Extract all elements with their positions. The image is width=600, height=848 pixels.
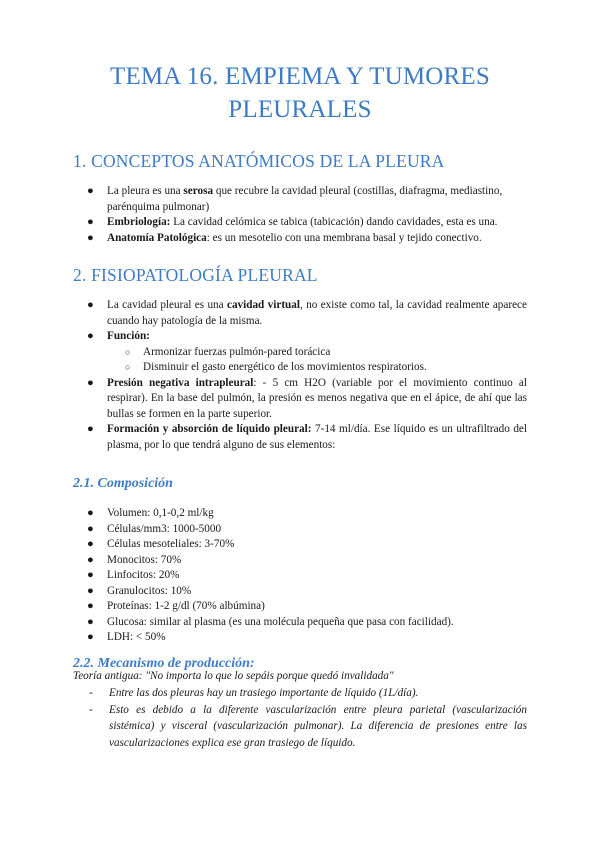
bullet-marker: ● [87, 522, 94, 535]
bullet-marker: ● [87, 216, 94, 228]
list-item: ● Formación y absorción de líquido pleural: 7-14 ml/día. Ese líquido es un ultrafiltrado del plasma, por lo que tendrá alguno de sus elementos: [87, 423, 527, 451]
circle-marker: ○ [125, 346, 131, 357]
list-item: ● Proteínas: 1-2 g/dl (70% albúmina) [107, 599, 527, 615]
list-item: ● Células mesoteliales: 3-70% [107, 537, 527, 553]
list-item: ● Granulocitos: 10% [107, 584, 527, 600]
sub-list-item: ○ Disminuir el gasto energético de los movimientos respiratorios. [143, 360, 523, 376]
bullet-marker: ● [87, 553, 94, 566]
section-2-heading: 2. FISIOPATOLOGÍA PLEURAL [73, 265, 318, 285]
bullet-marker: ● [87, 231, 94, 244]
bullet-marker: ● [87, 376, 94, 389]
bullet-marker: ● [87, 615, 94, 628]
list-item: - Entre las dos pleuras hay un trasiego importante de líquido (1L/día). [109, 685, 527, 702]
circle-marker: ○ [125, 362, 131, 372]
bullet-marker: ● [87, 569, 94, 581]
bullet-marker: ● [87, 631, 94, 643]
list-item: ● Células/mm3: 1000-5000 [107, 522, 527, 538]
list-item: ● Función: ○ Armonizar fuerzas pulmón-pared torácica ○ Disminuir el gasto energético de los movimientos respiratorios. [107, 329, 527, 376]
list-item: ● LDH: < 50% [107, 630, 527, 646]
composition-list [87, 506, 527, 646]
mechanism-list [89, 685, 527, 751]
dash-marker: - [89, 687, 93, 699]
list-item: ● Linfocitos: 20% [107, 568, 527, 584]
bullet-marker: ● [87, 423, 94, 435]
dash-marker: - [89, 703, 93, 716]
bullet-marker: ● [87, 507, 94, 519]
section-2-1-heading: 2.1. Composición [73, 476, 173, 491]
page-title [0, 60, 600, 126]
bullet-marker: ● [87, 330, 94, 342]
list-item: ● Glucosa: similar al plasma (es una molécula pequeña que pasa con facilidad). [107, 615, 527, 631]
title-line-2: PLEURALES [228, 96, 372, 123]
list-item: ● La pleura es una serosa que recubre la cavidad pleural (costillas, diafragma, mediastino, parénquima pulmonar) [87, 185, 503, 213]
section-1-heading: 1. CONCEPTOS ANATÓMICOS DE LA PLEURA [73, 151, 445, 171]
bullet-marker: ● [87, 538, 94, 550]
old-theory-note: Teoría antigua: "No importa lo que lo sepáis porque quedó invalidada" [73, 670, 394, 682]
title-line-1: TEMA 16. EMPIEMA Y TUMORES [109, 63, 490, 90]
function-sublist [125, 345, 523, 376]
bullet-marker: ● [87, 600, 94, 612]
list-item: ● Volumen: 0,1-0,2 ml/kg [107, 506, 527, 522]
list-item: ● Anatomía Patológica: es un mesotelio con una membrana basal y tejido conectivo. [107, 231, 527, 247]
list-item: ● Embriología: La cavidad celómica se tabica (tabicación) dando cavidades, esta es una. [107, 215, 527, 231]
section-2-2-heading: 2.2. Mecanismo de producción: [73, 656, 255, 671]
bullet-marker: ● [87, 299, 94, 311]
list-item: ● Monocitos: 70% [107, 553, 527, 569]
section-2-list [87, 298, 527, 453]
sub-list-item: ○ Armonizar fuerzas pulmón-pared torácica [143, 345, 523, 361]
section-1-list [87, 184, 527, 246]
bullet-marker: ● [87, 584, 94, 597]
list-item: ● La cavidad pleural es una cavidad virtual, no existe como tal, la cavidad realmente aparece cuando hay patología de la misma. [87, 299, 527, 327]
list-item: - Esto es debido a la diferente vascularización entre pleura parietal (vascularización sistémica) y visceral (vascularización pulmonar). La diferencia de presiones entre las vascularizaciones explica ese gran trasiego de líquido. [89, 703, 527, 749]
bullet-marker: ● [87, 185, 94, 197]
list-item: ● Presión negativa intrapleural: - 5 cm H2O (variable por el movimiento continuo al respirar). En la base del pulmón, la presión es menos negativa que en el ápice, de ahí que las bullas se formen en la parte superior. [87, 376, 527, 420]
